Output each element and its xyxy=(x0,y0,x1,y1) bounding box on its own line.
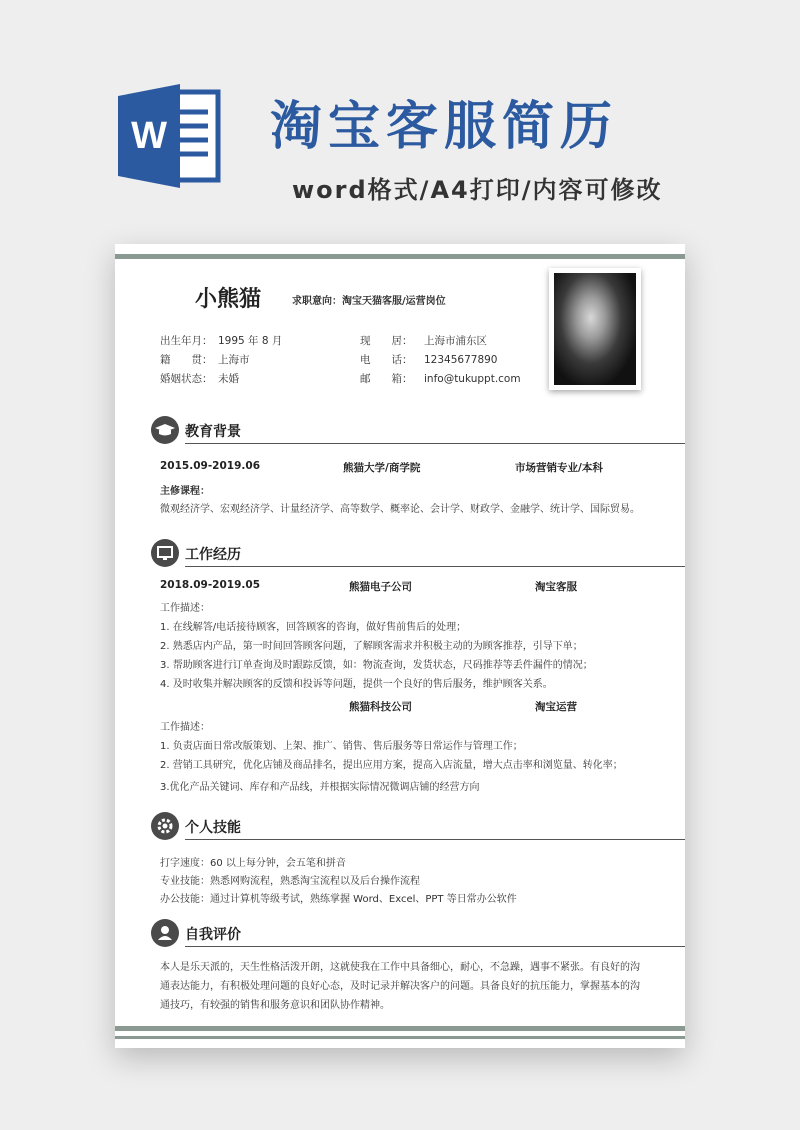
origin-row xyxy=(160,352,250,367)
job1-item: 4. 及时收集并解决顾客的反馈和投诉等问题，提供一个良好的售后服务，维护顾客关系。 xyxy=(160,679,553,690)
origin-value: 上海市 xyxy=(218,354,250,366)
top-band xyxy=(115,254,685,259)
residence-label: 现 居： xyxy=(360,335,413,347)
residence-value: 上海市浦东区 xyxy=(424,335,487,347)
job1-item: 3. 帮助顾客进行订单查询及时跟踪反馈，如：物流查询，发货状态，尺码推荐等丢件漏件的情况； xyxy=(160,660,593,671)
skills-title: 个人技能 xyxy=(185,820,241,836)
edu-period: 2015.09-2019.06 xyxy=(160,460,261,472)
user-icon xyxy=(151,919,179,947)
job2-item: 1. 负责店面日常改版策划、上架、推广、销售、售后服务等日常运作与管理工作； xyxy=(160,741,523,752)
phone-value: 12345677890 xyxy=(424,354,498,366)
evaluation-text: 本人是乐天派的，天生性格活泼开朗，这就使我在工作中具备细心，耐心，不急躁，遇事不紧张。有良好的沟通表达能力，有积极处理问题的良好心态，及时记录并解决客户的问题。具备良好的抗压能力，掌握基本的沟通技巧，有较强的销售和服务意识和团队协作精神。 xyxy=(160,962,640,1011)
job2-item: 3.优化产品关键词、库存和产品线，并根据实际情况微调店铺的经营方向 xyxy=(160,782,480,793)
monitor-icon xyxy=(151,539,179,567)
job-intent: 求职意向：淘宝天猫客服/运营岗位 xyxy=(292,296,446,307)
phone-label: 电 话： xyxy=(360,354,413,366)
marital-value: 未婚 xyxy=(218,373,239,385)
job2-item: 2. 营销工具研究，优化店铺及商品排名，提出应用方案，提高入店流量，增大点击率和浏览量、转化率； xyxy=(160,760,623,771)
page-subtitle: word格式/A4打印/内容可修改 xyxy=(292,176,663,204)
residence-row xyxy=(360,333,487,348)
skill-item: 打字速度：60 以上每分钟，会五笔和拼音 xyxy=(160,858,346,869)
job2-company: 熊猫科技公司 xyxy=(349,701,412,713)
courses-label: 主修课程： xyxy=(160,486,210,497)
phone-row xyxy=(360,352,498,367)
job1-item: 1. 在线解答/电话接待顾客，回答顾客的咨询，做好售前售后的处理； xyxy=(160,622,467,633)
page-title: 淘宝客服简历 xyxy=(270,97,619,157)
work-title: 工作经历 xyxy=(185,547,241,563)
section-evaluation xyxy=(151,919,685,949)
word-icon-letter: W xyxy=(131,115,167,157)
birth-row xyxy=(160,333,282,348)
skill-item: 办公技能：通过计算机等级考试，熟练掌握 Word、Excel、PPT 等日常办公软件 xyxy=(160,894,517,905)
section-education xyxy=(151,416,685,446)
birth-value: 1995 年 8 月 xyxy=(218,335,283,347)
skill-item: 专业技能：熟悉网购流程，熟悉淘宝流程以及后台操作流程 xyxy=(160,876,420,887)
marital-row xyxy=(160,371,239,386)
edu-school: 熊猫大学/商学院 xyxy=(343,462,421,474)
job1-company: 熊猫电子公司 xyxy=(349,581,412,593)
job1-desc-label: 工作描述： xyxy=(160,603,210,614)
evaluation-title: 自我评价 xyxy=(185,927,241,943)
edu-major: 市场营销专业/本科 xyxy=(515,462,603,474)
graduation-cap-icon xyxy=(151,416,179,444)
email-label: 邮 箱： xyxy=(360,373,413,385)
section-skills xyxy=(151,812,685,842)
bottom-band-thin xyxy=(115,1036,685,1039)
courses-text: 微观经济学、宏观经济学、计量经济学、高等数学、概率论、会计学、财政学、金融学、统计学、国际贸易。 xyxy=(160,504,640,515)
resume-name: 小熊猫 xyxy=(195,287,262,312)
profile-photo xyxy=(549,268,641,390)
marital-label: 婚姻状态： xyxy=(160,373,213,385)
resume-paper xyxy=(115,244,685,1048)
job2-position: 淘宝运营 xyxy=(535,701,577,713)
email-row xyxy=(360,371,521,386)
education-title: 教育背景 xyxy=(185,424,241,440)
gear-icon xyxy=(151,812,179,840)
job2-desc-label: 工作描述： xyxy=(160,722,210,733)
birth-label: 出生年月： xyxy=(160,335,213,347)
job1-item: 2. 熟悉店内产品，第一时间回答顾客问题，了解顾客需求并积极主动的为顾客推荐，引导下单； xyxy=(160,641,583,652)
bottom-band xyxy=(115,1026,685,1031)
job1-period: 2018.09-2019.05 xyxy=(160,579,261,591)
origin-label: 籍 贯： xyxy=(160,354,213,366)
email-value: info@tukuppt.com xyxy=(424,373,521,385)
section-work xyxy=(151,539,685,569)
word-icon xyxy=(118,84,224,188)
job1-position: 淘宝客服 xyxy=(535,581,577,593)
